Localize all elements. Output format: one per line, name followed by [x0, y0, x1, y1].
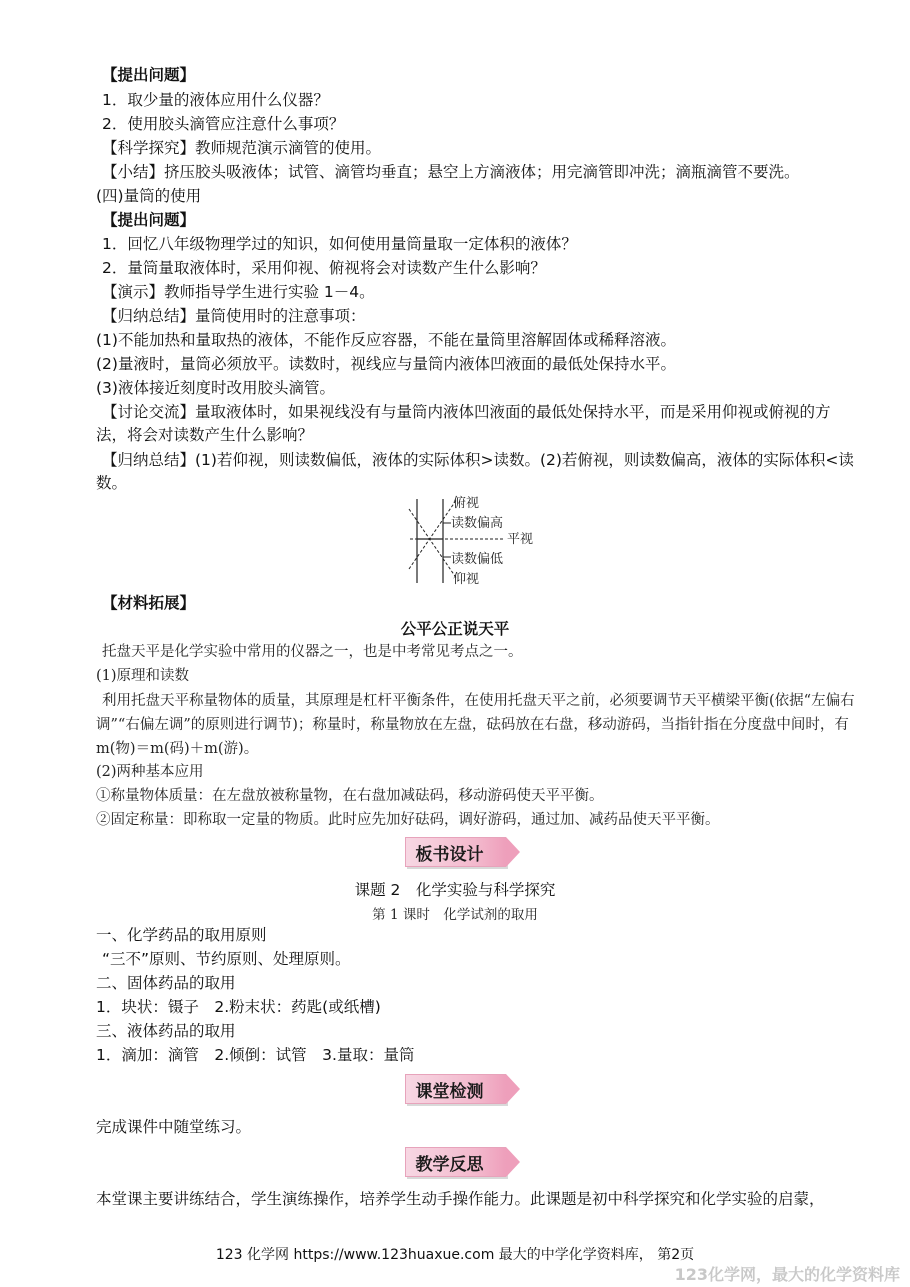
science-inquiry: 【科学探究】教师规范演示滴管的使用。 — [102, 139, 382, 157]
question-3: 1．回忆八年级物理学过的知识，如何使用量筒量取一定体积的液体？ — [102, 235, 577, 253]
site-watermark: 123化学网，最大的化学资料库 — [674, 1265, 900, 1284]
question-1: 1．取少量的液体应用什么仪器？ — [102, 91, 329, 109]
class-check-banner: 课堂检测 — [405, 1074, 506, 1104]
page-footer: 123 化学网 https://www.123huaxue.com 最大的中学化学资料库， 第2页 — [215, 1247, 695, 1263]
material-application-1: ①称量物体质量：在左盘放被称量物，在右盘加减砝码，移动游码使天平平衡。 — [96, 788, 604, 804]
summary-reading: 【归纳总结】(1)若仰视，则读数偏低，液体的实际体积>读数。(2)若俯视，则读数偏高，液体的实际体积<读数。 — [96, 451, 854, 492]
subsection-cylinder: (四)量筒的使用 — [96, 187, 202, 205]
reading-angle-diagram — [405, 495, 540, 590]
material-intro: 托盘天平是化学实验中常用的仪器之一，也是中考常见考点之一。 — [102, 644, 523, 660]
material-heading: 【材料拓展】 — [102, 594, 196, 612]
label-reading-high: 读数偏高 — [451, 516, 504, 531]
summary-heading: 【归纳总结】量筒使用时的注意事项： — [102, 307, 366, 325]
demonstration: 【演示】教师指导学生进行实验 1－4。 — [102, 283, 375, 301]
label-reading-low: 读数偏低 — [451, 552, 504, 567]
reflection-banner: 教学反思 — [405, 1147, 506, 1177]
summary-dropper: 【小结】挤压胶头吸液体；试管、滴管均垂直；悬空上方滴液体；用完滴管即冲洗；滴瓶滴管不要洗。 — [102, 163, 800, 181]
board-item-3: 二、固体药品的取用 — [96, 974, 236, 992]
material-principle-heading: (1)原理和读数 — [96, 668, 190, 684]
material-application-heading: (2)两种基本应用 — [96, 764, 204, 780]
board-item-6: 1．滴加：滴管 2.倾倒：试管 3.量取：量筒 — [96, 1046, 415, 1064]
reflection-text: 本堂课主要讲练结合，学生演练操作，培养学生动手操作能力。此课题是初中科学探究和化学实验的启蒙， — [96, 1190, 825, 1208]
top-down-sightline — [409, 499, 457, 569]
label-looking-up: 仰视 — [453, 572, 480, 587]
material-title: 公平公正说天平 — [400, 620, 510, 638]
material-principle: 利用托盘天平称量物体的质量，其原理是杠杆平衡条件，在使用托盘天平之前，必须要调节天平横梁平衡(依据“左偏右调”“右偏左调”的原则进行调节)；称量时，称量物放在左盘，砝码放在右盘，移动游码，当指针指在分度盘中间时，有 m(物)＝m(码)＋m(游)。 — [96, 693, 855, 757]
reflection-banner-wrap — [0, 1147, 910, 1179]
board-subtitle: 第 1 课时 化学试剂的取用 — [372, 907, 538, 923]
discussion: 【讨论交流】量取液体时，如果视线没有与量筒内液体凹液面的最低处保持水平，而是采用仰视或俯视的方法，将会对读数产生什么影响？ — [96, 403, 831, 444]
question-4: 2．量筒量取液体时，采用仰视、俯视将会对读数产生什么影响？ — [102, 259, 546, 277]
note-1: (1)不能加热和量取热的液体，不能作反应容器，不能在量筒里溶解固体或稀释溶液。 — [96, 331, 676, 349]
board-title: 课题 2 化学实验与科学探究 — [354, 881, 556, 899]
class-check-banner-wrap — [0, 1074, 910, 1106]
board-item-4: 1．块状：镊子 2.粉末状：药匙(或纸槽) — [96, 998, 381, 1016]
note-3: (3)液体接近刻度时改用胶头滴管。 — [96, 379, 335, 397]
board-item-1: 一、化学药品的取用原则 — [96, 926, 267, 944]
note-2: (2)量液时，量筒必须放平。读数时，视线应与量筒内液体凹液面的最低处保持水平。 — [96, 355, 676, 373]
heading-raise-question: 【提出问题】 — [102, 66, 196, 84]
board-design-banner-wrap — [0, 837, 910, 869]
bottom-up-sightline — [409, 509, 457, 579]
board-item-2: “三不”原则、节约原则、处理原则。 — [102, 950, 351, 968]
board-item-5: 三、液体药品的取用 — [96, 1022, 236, 1040]
label-level: 平视 — [507, 532, 534, 547]
question-2: 2．使用胶头滴管应注意什么事项？ — [102, 115, 345, 133]
class-check-text: 完成课件中随堂练习。 — [96, 1118, 252, 1136]
heading-raise-question-2: 【提出问题】 — [102, 211, 196, 229]
label-looking-down: 俯视 — [453, 496, 480, 511]
material-application-2: ②固定称量：即称取一定量的物质。此时应先加好砝码，调好游码，通过加、减药品使天平平衡。 — [96, 812, 720, 828]
board-design-banner: 板书设计 — [405, 837, 506, 867]
